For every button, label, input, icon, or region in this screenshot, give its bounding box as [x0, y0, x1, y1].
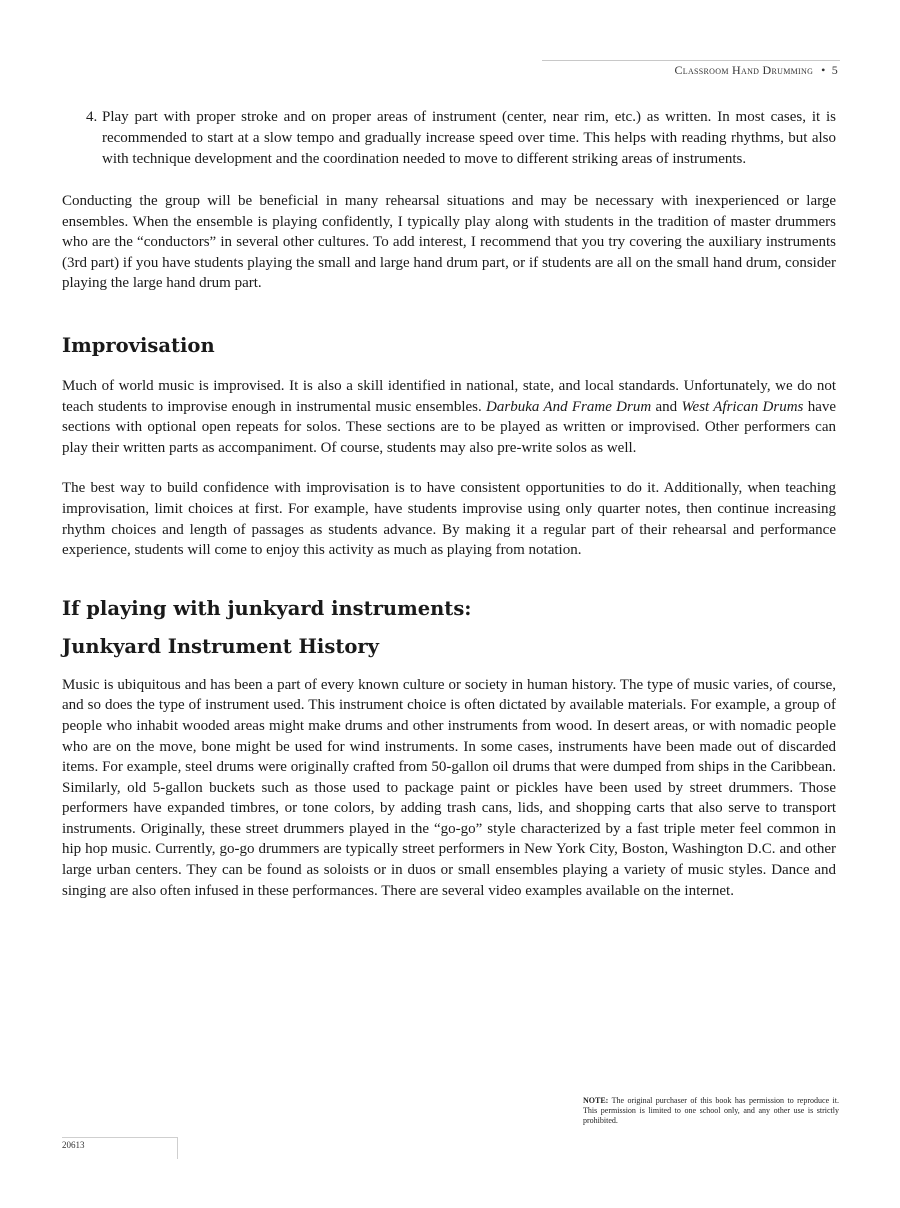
- impro-p1-part2: have sections with optional open repeats for solos. These sections are to be played as written or improvised. Other performers can play their written parts as accompaniment. Of course, students may also pre-write solos as well.: [62, 398, 837, 456]
- heading-junkyard: If playing with junkyard instruments:: [62, 596, 472, 620]
- heading-improvisation: Improvisation: [62, 333, 215, 357]
- numbered-list-item: [86, 107, 836, 170]
- impro-p1-part1: Much of world music is improvised. It is also a skill identified in national, state, and local standards. Unfortunately, we do not teach students to improvise enough in instrumental music ensembles.: [62, 377, 836, 415]
- paragraph-junkyard-history: Music is ubiquitous and has been a part of every known culture or society in human history. The type of music varies, of course, and so does the type of instrument used. This instrument choice is often dictated by available materials. For example, a group of people who inhabit wooded areas might make drums and other instruments from wood. In desert areas, or with nomadic people who are on the move, bone might be used for wind instruments. In some cases, instruments have been made out of discarded items. For example, steel drums were originally crafted from 50-gallon oil drums that were dumped from ships in the Caribbean. Similarly, old 5-gallon buckets such as those used to package paint or pickles have been used by street drummers. Those performers have expanded timbres, or tone colors, by adding trash cans, lids, and shopping carts that also serve to transport instruments. Originally, these street drummers played in the “go-go” style characterized by a fast triple meter feel common in hip hop music. Currently, go-go drummers are typically street performers in New York City, Boston, Washington D.C. and other large urban centers. They can be found as soloists or in duos or small ensembles playing a variety of music styles. Dance and singing are also often infused in these performances. There are several video examples available on the internet.: [62, 676, 836, 899]
- paragraph-improvisation-1: [62, 376, 836, 458]
- running-header: [674, 63, 838, 78]
- book-title-darbuka: Darbuka And Frame Drum: [486, 398, 652, 415]
- copyright-note: [583, 1096, 839, 1126]
- running-title: Classroom Hand Drumming: [674, 63, 814, 77]
- book-title-west-african: West African Drums: [681, 398, 804, 415]
- note-text: The original purchaser of this book has permission to reproduce it. This permission is limited to one school only, and any other use is strictly prohibited.: [583, 1096, 839, 1125]
- list-item-number: 4.: [86, 109, 98, 125]
- header-separator: •: [821, 63, 826, 77]
- page-number: 5: [831, 63, 838, 77]
- catalog-number: 20613: [62, 1137, 178, 1159]
- page-body: [62, 107, 836, 921]
- paragraph-improvisation-2: The best way to build confidence with improvisation is to have consistent opportunities to do it. Additionally, when teaching improvisation, limit choices at first. For example, have students improvise using only quarter notes, then continue increasing rhythm choices and length of passages as students advance. By making it a regular part of their rehearsal and performance experience, students will come to enjoy this activity as much as playing from notation.: [62, 480, 836, 559]
- subheading-junkyard-history: Junkyard Instrument History: [62, 634, 379, 658]
- paragraph-conducting: Conducting the group will be beneficial in many rehearsal situations and may be necessary with inexperienced or large ensembles. When the ensemble is playing confidently, I typically play along with students in the tradition of master drummers who are the “conductors” in several other cultures. To add interest, I recommend that you try covering the auxiliary instruments (3rd part) if you have students playing the small and large hand drum part, or if students are all on the small hand drum, consider playing the large hand drum part.: [62, 193, 836, 292]
- list-item-text: Play part with proper stroke and on proper areas of instrument (center, near rim, etc.) as written. In most cases, it is recommended to start at a slow tempo and gradually increase speed over time. This helps with reading rhythms, but also with technique development and the coordination needed to move to different striking areas of instruments.: [102, 109, 836, 167]
- impro-p1-and: and: [651, 398, 682, 415]
- header-rule: [542, 60, 840, 61]
- note-label: NOTE:: [583, 1096, 609, 1105]
